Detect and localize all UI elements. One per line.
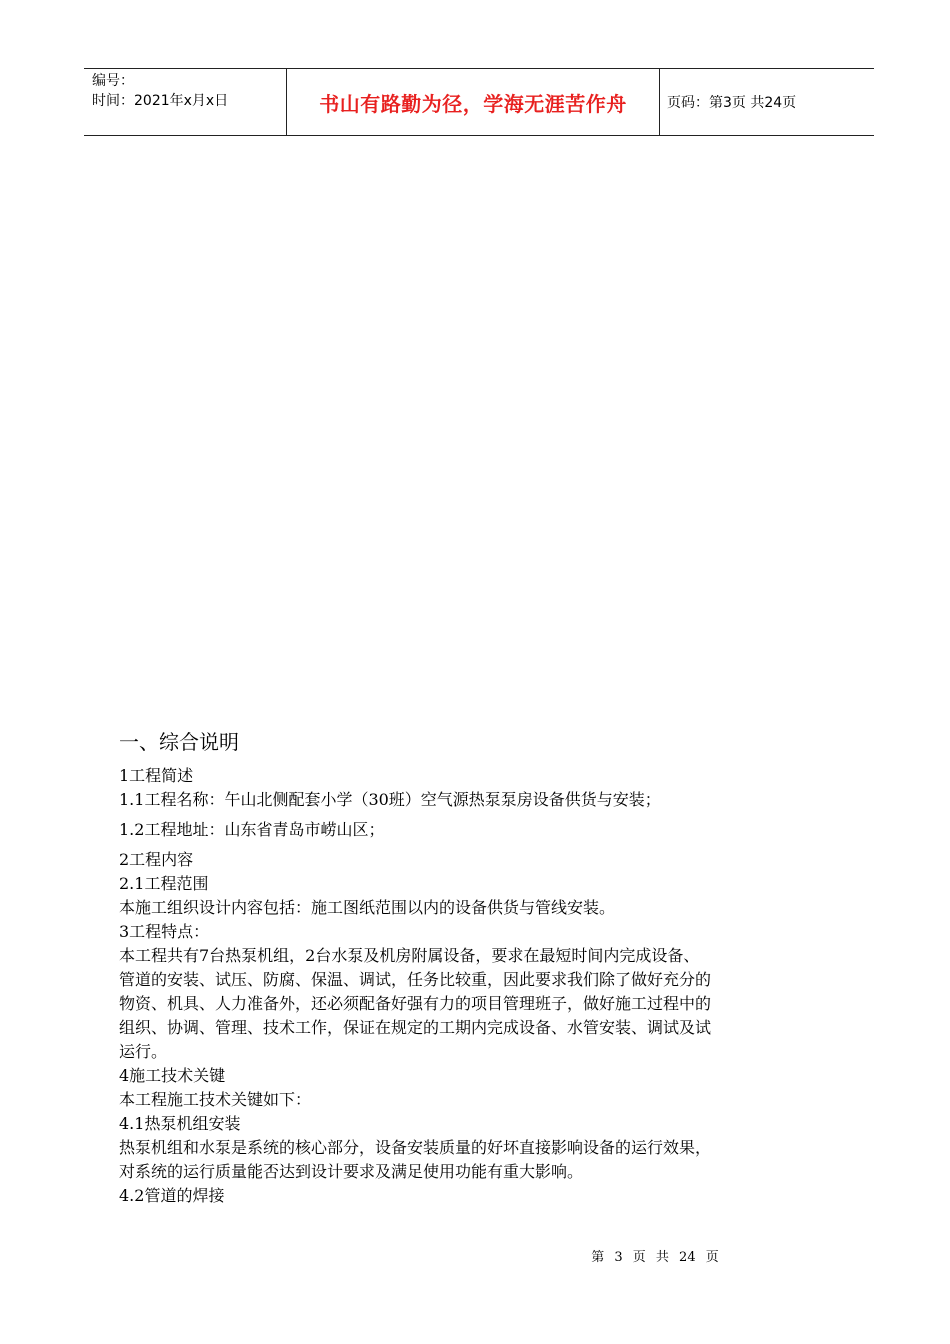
header-left-info	[92, 71, 287, 111]
text-line: 4施工技术关键	[119, 1066, 226, 1085]
text-line: 对系统的运行质量能否达到设计要求及满足使用功能有重大影响。	[119, 1162, 584, 1181]
text-line: 1.2工程地址：山东省青岛市崂山区；	[119, 820, 385, 839]
text-line: 2.1工程范围	[119, 874, 209, 893]
header-motto: 书山有路勤为径，学海无涯苦作舟	[286, 69, 660, 135]
time-label: 时间：2021年x月x日	[92, 93, 229, 109]
text-line: 组织、协调、管理、技术工作，保证在规定的工期内完成设备、水管安装、调试及试	[119, 1018, 712, 1037]
text-line: 本工程施工技术关键如下：	[119, 1090, 312, 1109]
number-label: 编号：	[92, 73, 134, 89]
text-line: 本工程共有7台热泵机组，2台水泵及机房附属设备，要求在最短时间内完成设备、	[119, 946, 700, 965]
text-line: 热泵机组和水泵是系统的核心部分，设备安装质量的好坏直接影响设备的运行效果，	[119, 1138, 712, 1157]
page-footer: 第 3 页 共 24 页	[591, 1250, 719, 1265]
text-line: 管道的安装、试压、防腐、保温、调试，任务比较重，因此要求我们除了做好充分的	[119, 970, 712, 989]
section-title: 一、综合说明	[119, 730, 239, 754]
text-line: 1工程简述	[119, 766, 194, 785]
text-line: 2工程内容	[119, 850, 194, 869]
text-line: 4.1热泵机组安装	[119, 1114, 241, 1133]
document-body	[119, 728, 839, 1208]
page-header	[84, 68, 874, 136]
header-page-number: 页码：第3页 共24页	[667, 95, 797, 111]
text-line: 3工程特点：	[119, 922, 210, 941]
text-line: 本施工组织设计内容包括：施工图纸范围以内的设备供货与管线安装。	[119, 898, 616, 917]
text-line: 运行。	[119, 1042, 168, 1061]
text-line: 物资、机具、人力准备外，还必须配备好强有力的项目管理班子，做好施工过程中的	[119, 994, 712, 1013]
text-line: 4.2管道的焊接	[119, 1186, 225, 1205]
text-line: 1.1工程名称：午山北侧配套小学（30班）空气源热泵泵房设备供货与安装；	[119, 790, 661, 809]
